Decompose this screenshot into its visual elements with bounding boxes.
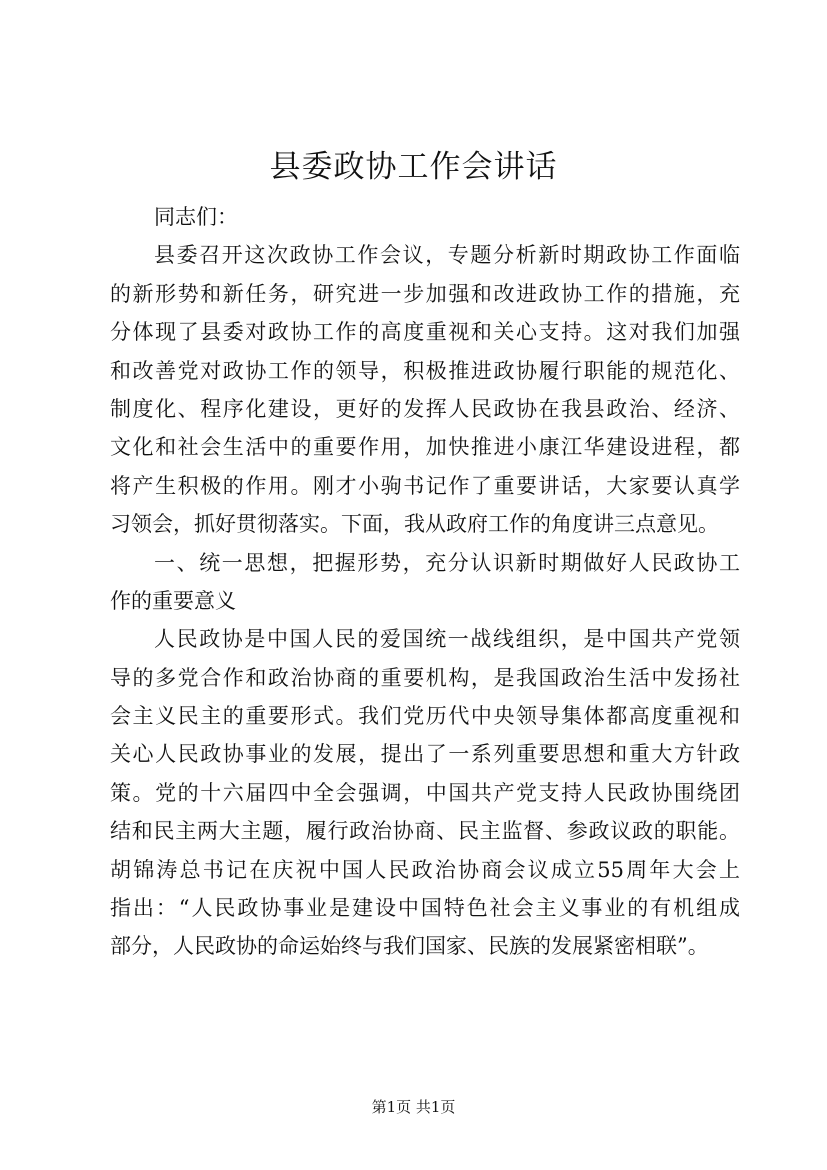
body-line: 结和民主两大主题，履行政治协商、民主监督、参政议政的职能。	[110, 819, 740, 844]
body-line: 胡锦涛总书记在庆祝中国人民政治协商会议成立55周年大会上	[110, 857, 740, 882]
body-line: 习领会，抓好贯彻落实。下面，我从政府工作的角度讲三点意见。	[110, 512, 719, 537]
body-line: 同志们：	[154, 205, 238, 229]
body-line: 将产生积极的作用。刚才小驹书记作了重要讲话，大家要认真学	[110, 473, 740, 498]
body-line: 分体现了县委对政协工作的高度重视和关心支持。这对我们加强	[110, 320, 740, 345]
body-line: 一、统一思想，把握形势，充分认识新时期做好人民政协工	[154, 550, 740, 575]
body-line: 会主义民主的重要形式。我们党历代中央领导集体都高度重视和	[110, 704, 740, 729]
body-line: 部分，人民政协的命运始终与我们国家、民族的发展紧密相联”。	[110, 934, 709, 959]
body-line: 制度化、程序化建设，更好的发挥人民政协在我县政治、经济、	[110, 396, 740, 421]
body-line: 关心人民政协事业的发展，提出了一系列重要思想和重大方针政	[110, 742, 740, 767]
body-line: 作的重要意义	[110, 588, 236, 613]
body-line: 导的多党合作和政治协商的重要机构，是我国政治生活中发扬社	[110, 665, 740, 690]
body-line: 的新形势和新任务，研究进一步加强和改进政协工作的措施，充	[110, 281, 740, 306]
body-line: 和改善党对政协工作的领导，积极推进政协履行职能的规范化、	[110, 358, 740, 383]
body-line: 策。党的十六届四中全会强调，中国共产党支持人民政协围绕团	[110, 780, 740, 805]
page-footer: 第1页 共1页	[371, 1098, 456, 1116]
body-line: 指出：“人民政协事业是建设中国特色社会主义事业的有机组成	[110, 896, 740, 921]
document-title: 县委政协工作会讲话	[269, 149, 558, 185]
body-line: 人民政协是中国人民的爱国统一战线组织，是中国共产党领	[154, 627, 740, 652]
body-line: 文化和社会生活中的重要作用，加快推进小康江华建设进程，都	[110, 435, 740, 460]
body-line: 县委召开这次政协工作会议，专题分析新时期政协工作面临	[154, 243, 740, 268]
document-body	[110, 198, 740, 966]
